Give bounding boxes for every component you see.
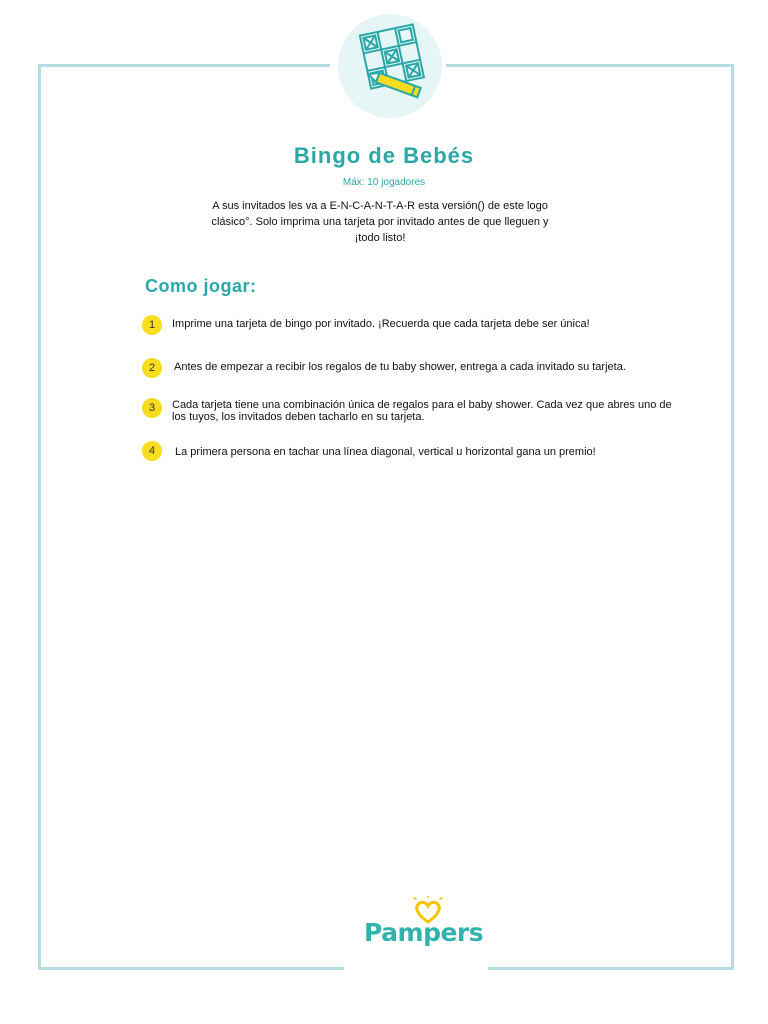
step-text: Imprime una tarjeta de bingo por invitado. ¡Recuerda que cada tarjeta debe ser única! xyxy=(172,318,590,330)
step-number-badge: 4 xyxy=(142,441,162,461)
intro-paragraph: A sus invitados les va a E-N-C-A-N-T-A-R esta versión() de este logo clásico°. Solo imprima una tarjeta por invitado antes de que lleguen y ¡todo listo! xyxy=(211,200,549,244)
pampers-logo xyxy=(362,896,484,956)
step-number-badge: 3 xyxy=(142,398,162,418)
frame-gap-bottom xyxy=(344,956,488,972)
step-number-badge: 2 xyxy=(142,358,162,378)
instructions-heading: Como jogar: xyxy=(145,276,257,296)
step-number-badge: 1 xyxy=(142,315,162,335)
step-text: La primera persona en tachar una línea diagonal, vertical u horizontal gana un premio! xyxy=(175,446,596,458)
page-subtitle: Máx: 10 jogadores xyxy=(342,177,426,188)
step-text: Cada tarjeta tiene una combinación única de regalos para el baby shower. Cada vez que abres uno de los tuyos, los invitados deben tacharlo en su tarjeta. xyxy=(172,399,672,423)
page-title: Bingo de Bebés xyxy=(293,143,475,168)
bingo-card-pencil-icon xyxy=(338,14,442,118)
step-text: Antes de empezar a recibir los regalos de tu baby shower, entrega a cada invitado su tarjeta. xyxy=(174,361,626,373)
pampers-wordmark: Pampers xyxy=(364,918,484,947)
